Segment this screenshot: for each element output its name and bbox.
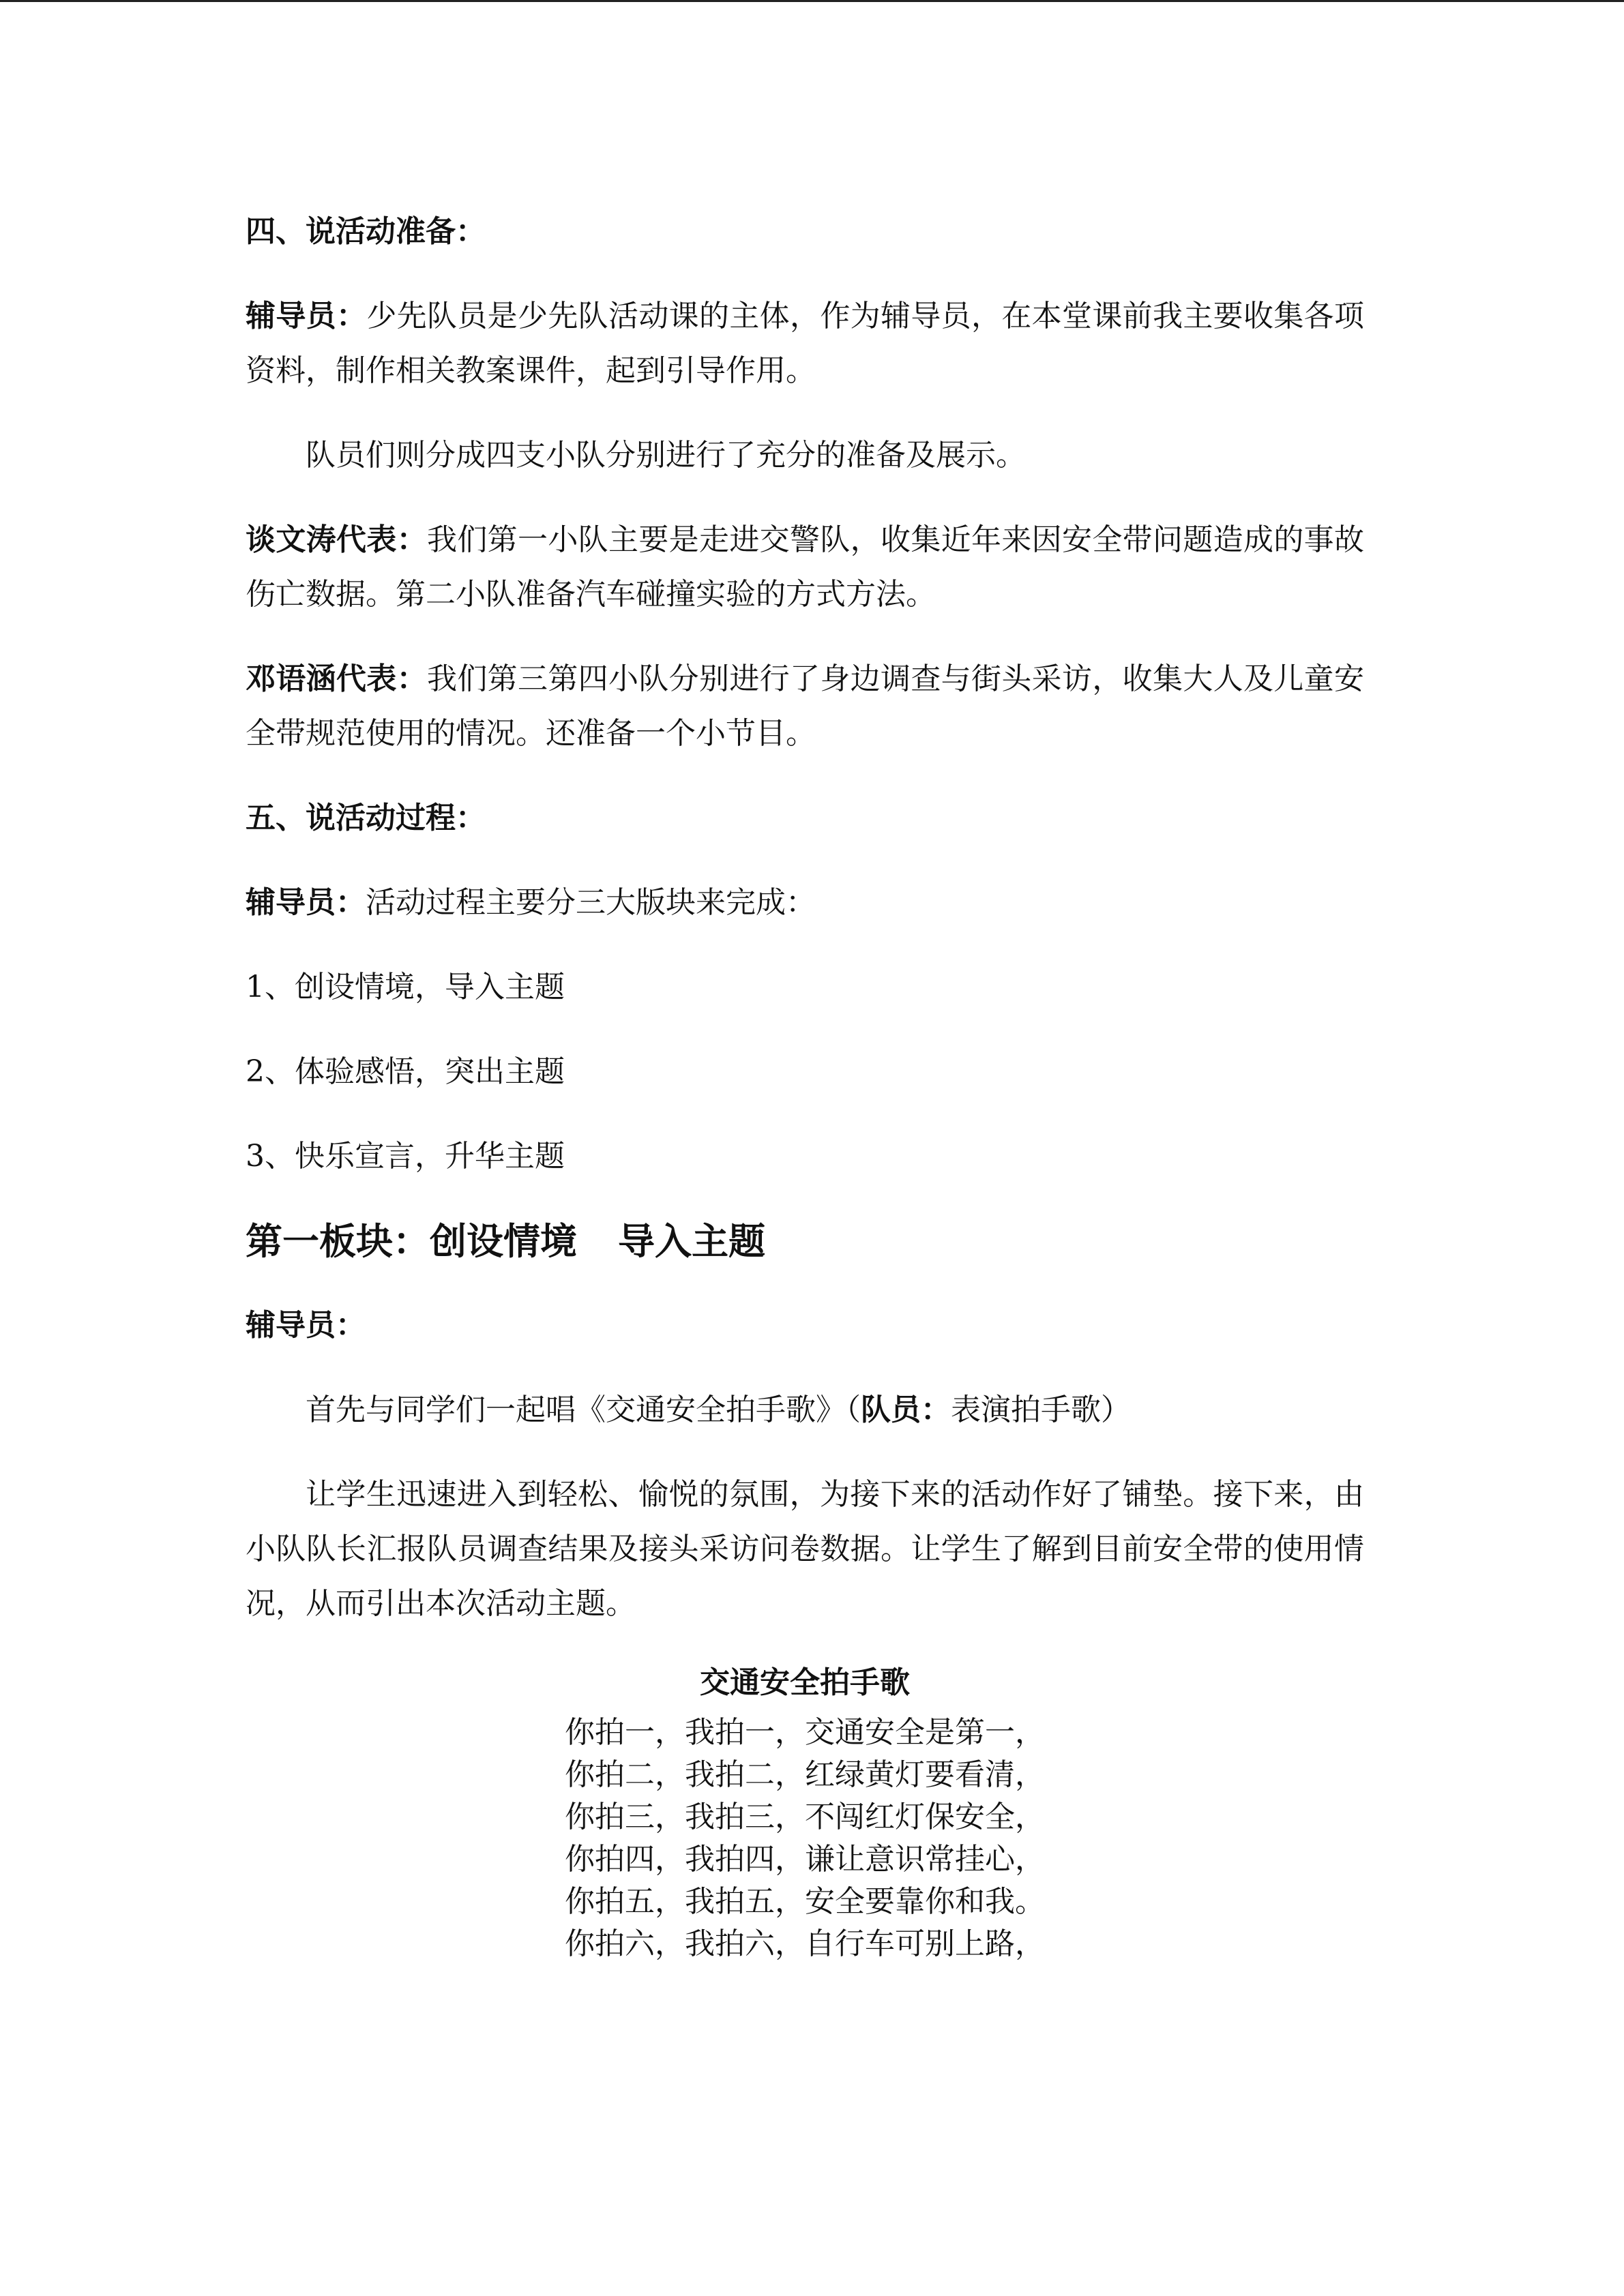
paragraph-text: 首先与同学们一起唱《交通安全拍手歌》（ [306,1392,861,1427]
block-heading-part2: 导入主题 [618,1219,765,1263]
song-line: 你拍二，我拍二，红绿黄灯要看清， [565,1757,1045,1792]
song-line: 你拍四，我拍四，谦让意识常挂心， [565,1842,1045,1877]
song-title: 交通安全拍手歌 [700,1665,910,1700]
song-line: 你拍一，我拍一，交通安全是第一， [565,1715,1045,1750]
song-line: 你拍三，我拍三，不闯红灯保安全， [565,1800,1045,1834]
paragraph-representative-deng [246,652,1364,761]
speaker-counselor: 辅导员： [246,1308,366,1343]
paragraph-team-preparation [246,428,1364,483]
list-item-1: 1、创设情境，导入主题 [246,970,565,1004]
block-heading-part1: 第一板块：创设情境 [246,1219,577,1263]
song-line: 你拍五，我拍五，安全要靠你和我。 [565,1884,1045,1919]
speaker-label: 谈文涛代表： [246,522,427,557]
paragraph-text: 我们第一小队主要是走进交警队，收集近年来因安全带问题造成的事故伤亡数据。第二小队准备汽车碰撞实验的方式方法。 [246,522,1364,612]
section-heading-preparation: 四、说活动准备： [246,214,486,249]
paragraph-song-purpose [246,1467,1364,1631]
paragraph-representative-tan [246,513,1364,622]
page-top-border [0,0,1624,2]
speaker-label: 邓语涵代表： [246,661,427,696]
paragraph-counselor-preparation [246,289,1364,398]
section-heading-process: 五、说活动过程： [246,801,486,835]
paragraph-text: 表演拍手歌） [951,1392,1131,1427]
paragraph-text: 我们第三第四小队分别进行了身边调查与街头采访，收集大人及儿童安全带规范使用的情况。还准备一个小节目。 [246,661,1364,751]
song-line: 你拍六，我拍六，自行车可别上路， [565,1926,1045,1961]
list-item-3: 3、快乐宣言，升华主题 [246,1139,565,1174]
speaker-label: 辅导员： [246,885,366,920]
paragraph-text: 少先队员是少先队活动课的主体，作为辅导员，在本堂课前我主要收集各项资料，制作相关教案课件，起到引导作用。 [246,299,1365,388]
speaker-label: 队员： [861,1392,951,1427]
list-item-2: 2、体验感悟，突出主题 [246,1054,565,1089]
song-block [246,1661,1364,1965]
document-page [246,205,1364,1965]
paragraph-song-intro [246,1383,1364,1437]
paragraph-counselor-process [246,876,1364,930]
block-heading-first [246,1214,1364,1268]
paragraph-text: 让学生迅速进入到轻松、愉悦的氛围，为接下来的活动作好了铺垫。接下来，由小队队长汇报队员调查结果及接头采访问卷数据。让学生了解到目前安全带的使用情况，从而引出本次活动主题。 [246,1477,1364,1621]
paragraph-text: 队员们则分成四支小队分别进行了充分的准备及展示。 [306,438,1026,473]
paragraph-text: 活动过程主要分三大版块来完成： [366,885,816,920]
speaker-label: 辅导员： [246,299,367,333]
